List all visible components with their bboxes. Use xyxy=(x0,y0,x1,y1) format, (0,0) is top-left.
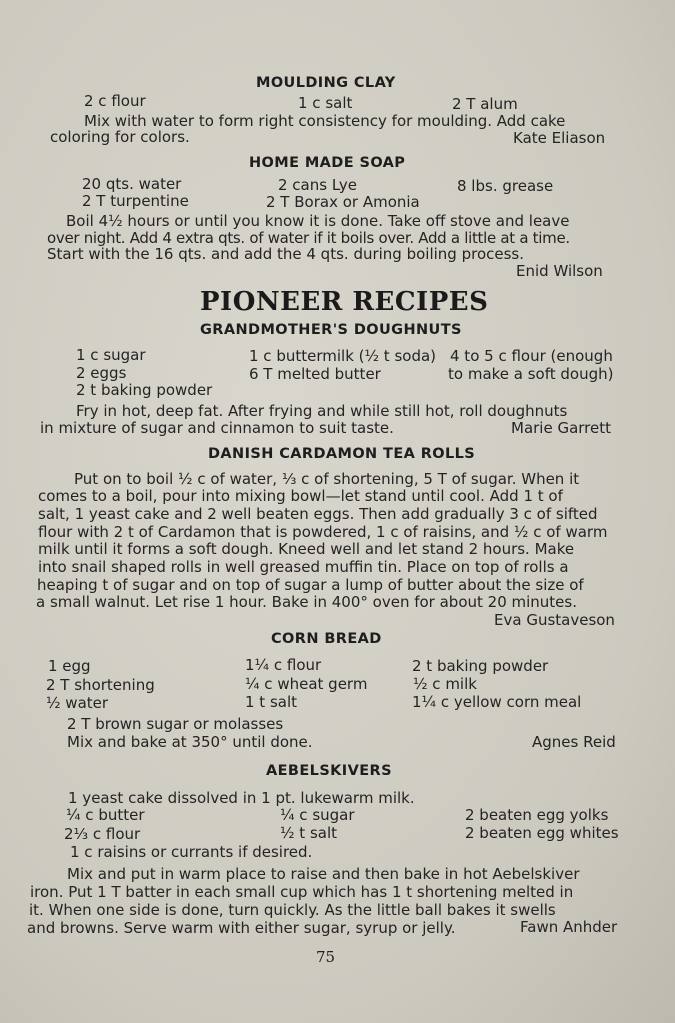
ingredient: 2 T turpentine xyxy=(82,192,189,210)
recipe-author: Enid Wilson xyxy=(516,262,603,280)
ingredient: 2 beaten egg yolks xyxy=(465,806,609,824)
instruction-line: Mix and bake at 350° until done. xyxy=(67,733,313,751)
ingredient: 2 c flour xyxy=(84,92,146,110)
instruction-line: flour with 2 t of Cardamon that is powdered, 1 c of raisins, and ½ c of warm xyxy=(38,523,608,541)
instruction-line: Mix and put in warm place to raise and then bake in hot Aebelskiver xyxy=(67,865,580,883)
recipe-title-grandmothers-doughnuts: GRANDMOTHER'S DOUGHNUTS xyxy=(200,322,462,338)
recipe-title-corn-bread: CORN BREAD xyxy=(271,631,382,647)
instruction-line: iron. Put 1 T batter in each small cup which has 1 t shortening melted in xyxy=(30,883,574,901)
recipe-author: Agnes Reid xyxy=(532,733,616,751)
ingredient: ¼ c sugar xyxy=(280,806,355,824)
ingredient: to make a soft dough) xyxy=(448,365,614,383)
ingredient: 20 qts. water xyxy=(82,175,182,193)
section-title: PIONEER RECIPES xyxy=(200,287,489,317)
ingredient: 2 T shortening xyxy=(46,676,155,694)
ingredient: ½ c milk xyxy=(413,675,477,693)
instruction-line: over night. Add 4 extra qts. of water if it boils over. Add a little at a time. xyxy=(47,229,570,247)
ingredient: 1 t salt xyxy=(245,693,298,711)
ingredient: 1 egg xyxy=(48,657,91,675)
instruction-line: comes to a boil, pour into mixing bowl—let stand until cool. Add 1 t of xyxy=(38,487,563,505)
ingredient: 2 t baking powder xyxy=(76,381,213,399)
recipe-title-home-made-soap: HOME MADE SOAP xyxy=(249,155,406,171)
ingredient: 4 to 5 c flour (enough xyxy=(450,347,613,365)
recipe-author: Fawn Anhder xyxy=(520,918,618,936)
ingredient: 8 lbs. grease xyxy=(457,177,554,195)
ingredient: 2 T alum xyxy=(452,95,518,113)
ingredient: 1¼ c flour xyxy=(245,656,322,674)
ingredient: 2⅓ c flour xyxy=(64,825,141,843)
recipe-title-moulding-clay: MOULDING CLAY xyxy=(256,75,396,91)
ingredient: 1 c buttermilk (½ t soda) xyxy=(249,347,437,365)
recipe-title-danish-cardamon-tea-rolls: DANISH CARDAMON TEA ROLLS xyxy=(208,446,476,462)
ingredient: ½ t salt xyxy=(280,824,338,842)
instruction-line: coloring for colors. xyxy=(50,128,190,146)
instruction-line: it. When one side is done, turn quickly. As the little ball bakes it swells xyxy=(29,901,556,919)
ingredient: 2 T Borax or Amonia xyxy=(266,193,420,211)
instruction-line: milk until it forms a soft dough. Kneed well and let stand 2 hours. Make xyxy=(38,540,575,558)
ingredient: 2 T brown sugar or molasses xyxy=(67,715,284,733)
ingredient: ¼ c butter xyxy=(66,806,145,824)
ingredient: 1 c salt xyxy=(298,94,353,112)
ingredient: ¼ c wheat germ xyxy=(245,675,368,693)
ingredient: 2 t baking powder xyxy=(412,657,549,675)
ingredient: 1 yeast cake dissolved in 1 pt. lukewarm milk. xyxy=(68,789,415,807)
instruction-line: Put on to boil ½ c of water, ⅓ c of shortening, 5 T of sugar. When it xyxy=(74,470,580,488)
ingredient: 2 beaten egg whites xyxy=(465,824,619,842)
recipe-author: Marie Garrett xyxy=(511,419,612,437)
recipe-author: Kate Eliason xyxy=(513,129,606,147)
ingredient: 1 c raisins or currants if desired. xyxy=(70,843,313,861)
instruction-line: Fry in hot, deep fat. After frying and while still hot, roll doughnuts xyxy=(76,402,568,420)
instruction-line: Boil 4½ hours or until you know it is done. Take off stove and leave xyxy=(66,212,570,230)
recipe-author: Eva Gustaveson xyxy=(494,611,615,629)
instruction-line: heaping t of sugar and on top of sugar a lump of butter about the size of xyxy=(37,576,584,594)
instruction-line: Mix with water to form right consistency for moulding. Add cake xyxy=(84,112,566,130)
instruction-line: in mixture of sugar and cinnamon to suit taste. xyxy=(40,419,394,437)
instruction-line: into snail shaped rolls in well greased muffin tin. Place on top of rolls a xyxy=(38,558,569,576)
page-number: 75 xyxy=(316,948,336,966)
instruction-line: Start with the 16 qts. and add the 4 qts. during boiling process. xyxy=(47,245,525,263)
instruction-line: and browns. Serve warm with either sugar, syrup or jelly. xyxy=(27,919,456,937)
ingredient: 6 T melted butter xyxy=(249,365,381,383)
recipe-title-aebelskivers: AEBELSKIVERS xyxy=(266,763,392,779)
ingredient: 1¼ c yellow corn meal xyxy=(412,693,582,711)
ingredient: 2 eggs xyxy=(76,364,127,382)
instruction-line: salt, 1 yeast cake and 2 well beaten eggs. Then add gradually 3 c of sifted xyxy=(38,505,598,523)
ingredient: 1 c sugar xyxy=(76,346,146,364)
instruction-line: a small walnut. Let rise 1 hour. Bake in 400° oven for about 20 minutes. xyxy=(36,593,577,611)
ingredient: 2 cans Lye xyxy=(278,176,357,194)
ingredient: ½ water xyxy=(46,694,109,712)
